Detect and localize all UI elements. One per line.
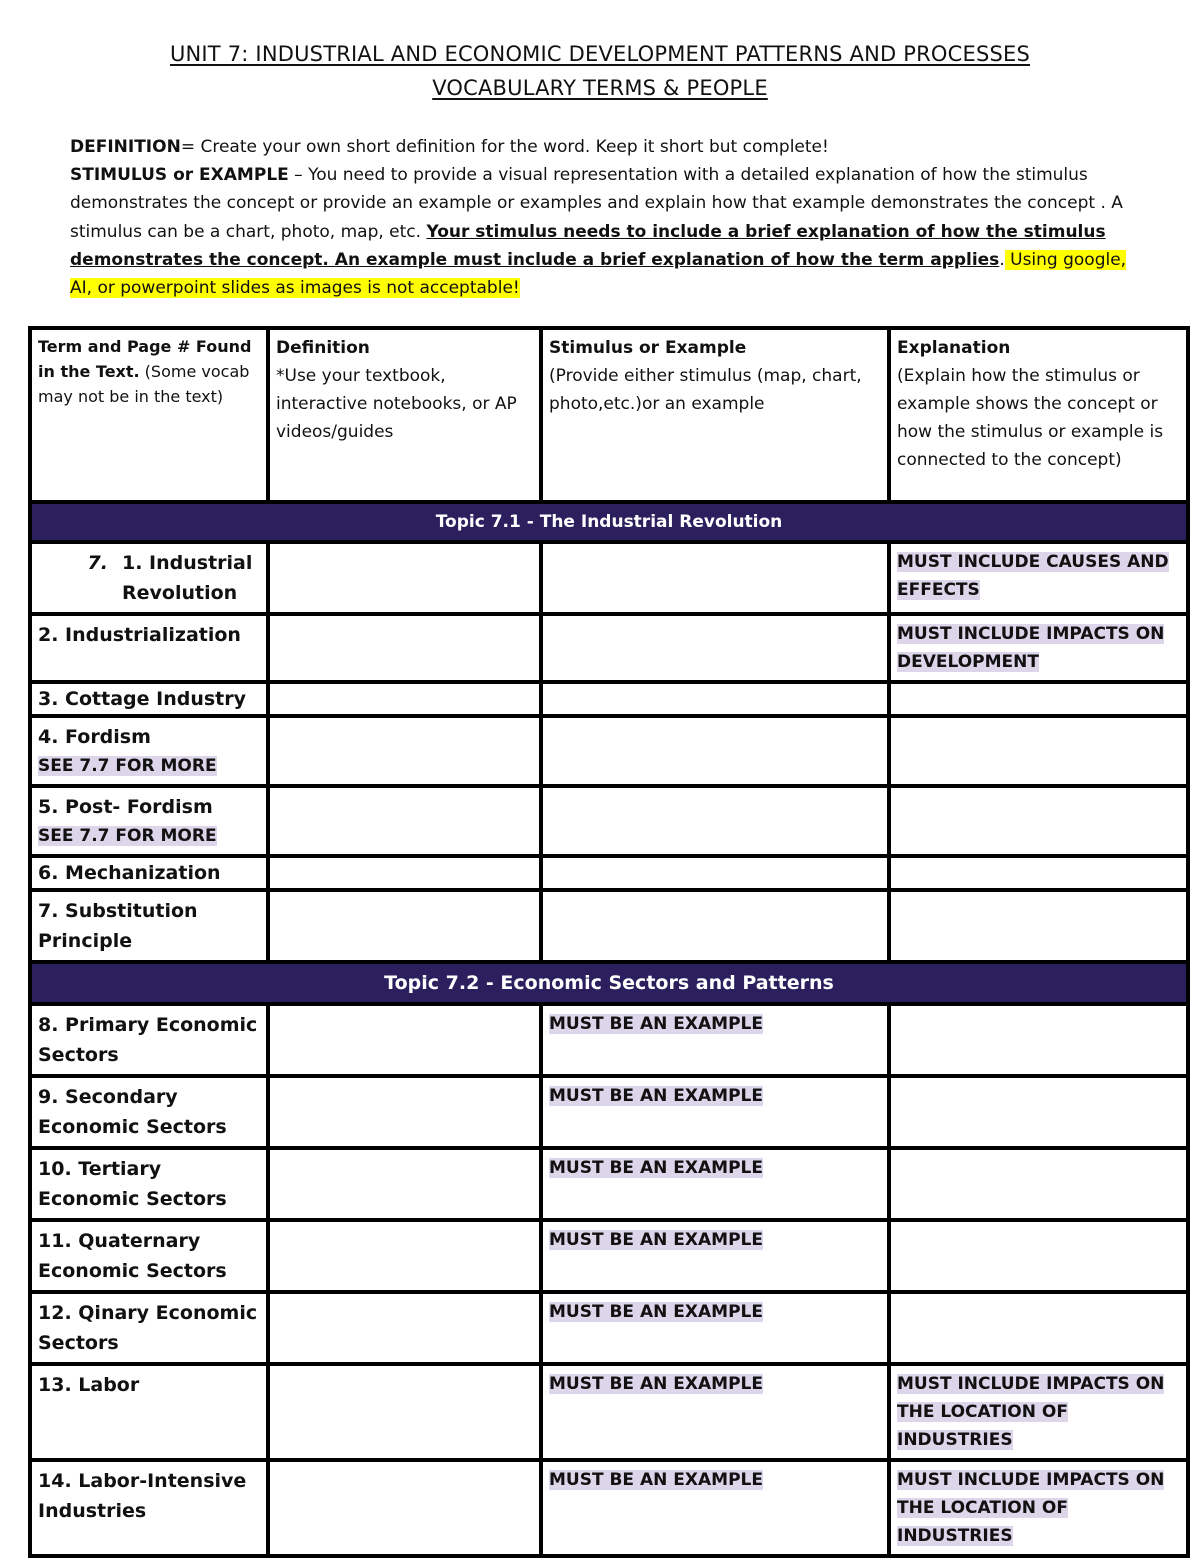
term-cell — [30, 1460, 268, 1556]
explanation-note-text: MUST INCLUDE IMPACTS ON THE LOCATION OF INDUSTRIES — [897, 1470, 1165, 1546]
stimulus-cell[interactable] — [541, 1148, 889, 1220]
stimulus-cell[interactable] — [541, 1220, 889, 1292]
term-label: 11. Quaternary Economic Sectors — [38, 1230, 227, 1282]
explanation-cell[interactable] — [889, 890, 1188, 962]
stimulus-note: MUST BE AN EXAMPLE — [549, 1086, 763, 1106]
stimulus-note: MUST BE AN EXAMPLE — [549, 1230, 763, 1250]
header-stimulus-title: Stimulus or Example — [549, 338, 747, 358]
term-cell — [30, 1004, 268, 1076]
term-label: 2. Industrialization — [38, 624, 241, 646]
vocabulary-table — [28, 326, 1190, 1558]
explanation-cell[interactable] — [889, 542, 1188, 614]
term-cell — [30, 682, 268, 716]
term-cell — [30, 1292, 268, 1364]
stimulus-cell[interactable] — [541, 856, 889, 890]
stimulus-cell[interactable] — [541, 1004, 889, 1076]
stimulus-instruction — [70, 161, 1140, 302]
table-row — [30, 682, 1188, 716]
page-title: UNIT 7: INDUSTRIAL AND ECONOMIC DEVELOPMENT PATTERNS AND PROCESSES — [169, 42, 1031, 66]
header-definition-note: *Use your textbook, interactive notebooks, or AP videos/guides — [276, 366, 517, 442]
term-label: 5. Post- Fordism — [38, 796, 213, 818]
table-row — [30, 1004, 1188, 1076]
explanation-cell[interactable] — [889, 682, 1188, 716]
list-number: 7. — [87, 552, 108, 574]
term-label: 7. Substitution Principle — [38, 900, 198, 952]
term-cell — [30, 786, 268, 856]
definition-cell[interactable] — [268, 1220, 541, 1292]
term-cell — [30, 614, 268, 682]
instructions — [70, 133, 1140, 302]
term-cell — [30, 1076, 268, 1148]
definition-cell[interactable] — [268, 542, 541, 614]
stimulus-cell[interactable] — [541, 1364, 889, 1460]
table-row — [30, 542, 1188, 614]
table-row — [30, 1076, 1188, 1148]
explanation-cell[interactable] — [889, 1004, 1188, 1076]
table-row — [30, 1220, 1188, 1292]
topic-bar — [30, 962, 1188, 1004]
term-label: 10. Tertiary Economic Sectors — [38, 1158, 227, 1210]
explanation-cell[interactable] — [889, 716, 1188, 786]
term-label: 13. Labor — [38, 1374, 140, 1396]
definition-cell[interactable] — [268, 682, 541, 716]
table-header-row — [30, 328, 1188, 502]
term-cell — [30, 890, 268, 962]
header-term-title: Term and Page # Found in the Text. — [38, 337, 252, 381]
explanation-note — [897, 1370, 1180, 1454]
stimulus-cell[interactable] — [541, 716, 889, 786]
header-explanation-note: (Explain how the stimulus or example shows the concept or how the stimulus or example is connected to the concept) — [897, 366, 1164, 470]
stimulus-text: – You need to provide a visual representation with a detailed explanation of how the stimulus demonstrates the concept or provide an example or examples and explain how that example demonstrates the concept . A stimulus can be a chart, photo, map, etc. — [70, 165, 1123, 242]
stimulus-note: MUST BE AN EXAMPLE — [549, 1158, 763, 1178]
explanation-note-text: MUST INCLUDE CAUSES AND EFFECTS — [897, 552, 1169, 600]
definition-label: DEFINITION — [70, 137, 181, 157]
table-row — [30, 1148, 1188, 1220]
term-label: 8. Primary Economic Sectors — [38, 1014, 258, 1066]
stimulus-cell[interactable] — [541, 786, 889, 856]
term-label: 9. Secondary Economic Sectors — [38, 1086, 227, 1138]
header-explanation — [889, 328, 1188, 502]
table-row — [30, 614, 1188, 682]
stimulus-cell[interactable] — [541, 682, 889, 716]
ai-warning: Using google, AI, or powerpoint slides as images is not acceptable! — [70, 249, 1127, 299]
stimulus-label: STIMULUS or EXAMPLE — [70, 165, 289, 186]
stimulus-cell[interactable] — [541, 614, 889, 682]
definition-cell[interactable] — [268, 614, 541, 682]
explanation-note — [897, 1466, 1180, 1550]
explanation-cell[interactable] — [889, 786, 1188, 856]
header-term — [30, 328, 268, 502]
table-row — [30, 1364, 1188, 1460]
term-note: SEE 7.7 FOR MORE — [38, 756, 217, 776]
table-row — [30, 716, 1188, 786]
header-stimulus-note: (Provide either stimulus (map, chart, photo,etc.)or an example — [549, 366, 862, 414]
topic-title: Topic 7.2 - Economic Sectors and Patterns — [30, 962, 1188, 1004]
explanation-cell[interactable] — [889, 1148, 1188, 1220]
definition-cell[interactable] — [268, 856, 541, 890]
term-cell — [30, 1220, 268, 1292]
page-subtitle: VOCABULARY TERMS & PEOPLE — [432, 76, 768, 100]
explanation-note — [897, 548, 1180, 604]
explanation-note-text: MUST INCLUDE IMPACTS ON DEVELOPMENT — [897, 624, 1165, 672]
term-label: 3. Cottage Industry — [38, 688, 247, 710]
term-text: 1. Industrial Revolution — [122, 552, 253, 604]
header-explanation-title: Explanation — [897, 338, 1011, 358]
explanation-cell[interactable] — [889, 856, 1188, 890]
explanation-cell[interactable] — [889, 1460, 1188, 1556]
definition-cell[interactable] — [268, 1004, 541, 1076]
definition-cell[interactable] — [268, 1364, 541, 1460]
definition-cell[interactable] — [268, 1292, 541, 1364]
explanation-note — [897, 620, 1180, 676]
stimulus-cell[interactable] — [541, 1460, 889, 1556]
stimulus-requirement: Your stimulus needs to include a brief explanation of how the stimulus demonstrates the concept. An example must include a brief explanation of how the term applies — [70, 221, 1106, 270]
definition-cell[interactable] — [268, 890, 541, 962]
term-cell — [30, 1148, 268, 1220]
stimulus-note: MUST BE AN EXAMPLE — [549, 1302, 763, 1322]
table-row — [30, 1460, 1188, 1556]
stimulus-cell[interactable] — [541, 542, 889, 614]
table-row — [30, 1292, 1188, 1364]
definition-text: = Create your own short definition for the word. Keep it short but complete! — [180, 137, 829, 157]
definition-cell[interactable] — [268, 1460, 541, 1556]
explanation-cell[interactable] — [889, 614, 1188, 682]
term-label: 12. Qinary Economic Sectors — [38, 1302, 258, 1354]
term-cell — [30, 542, 268, 614]
definition-cell[interactable] — [268, 786, 541, 856]
stimulus-cell[interactable] — [541, 1076, 889, 1148]
stimulus-cell[interactable] — [541, 1292, 889, 1364]
stimulus-note: MUST BE AN EXAMPLE — [549, 1470, 763, 1490]
explanation-cell[interactable] — [889, 1076, 1188, 1148]
term-label: 4. Fordism — [38, 726, 151, 748]
explanation-cell[interactable] — [889, 1220, 1188, 1292]
header-term-note: (Some vocab may not be in the text) — [38, 362, 250, 406]
header-definition-title: Definition — [276, 338, 370, 358]
period: . — [999, 249, 1005, 270]
explanation-note-text: MUST INCLUDE IMPACTS ON THE LOCATION OF INDUSTRIES — [897, 1374, 1165, 1450]
definition-cell[interactable] — [268, 716, 541, 786]
topic-title: Topic 7.1 - The Industrial Revolution — [30, 502, 1188, 542]
term-cell — [30, 716, 268, 786]
stimulus-note: MUST BE AN EXAMPLE — [549, 1014, 763, 1034]
term-cell — [30, 856, 268, 890]
explanation-cell[interactable] — [889, 1364, 1188, 1460]
header-definition — [268, 328, 541, 502]
term-label — [38, 548, 260, 608]
table-row — [30, 786, 1188, 856]
stimulus-cell[interactable] — [541, 890, 889, 962]
table-row — [30, 890, 1188, 962]
definition-instruction — [70, 133, 1140, 161]
explanation-cell[interactable] — [889, 1292, 1188, 1364]
topic-bar — [30, 502, 1188, 542]
term-label: 14. Labor-Intensive Industries — [38, 1470, 247, 1522]
definition-cell[interactable] — [268, 1148, 541, 1220]
term-cell — [30, 1364, 268, 1460]
definition-cell[interactable] — [268, 1076, 541, 1148]
header-stimulus — [541, 328, 889, 502]
table-row — [30, 856, 1188, 890]
stimulus-note: MUST BE AN EXAMPLE — [549, 1374, 763, 1394]
term-label: 6. Mechanization — [38, 862, 221, 884]
term-note: SEE 7.7 FOR MORE — [38, 826, 217, 846]
